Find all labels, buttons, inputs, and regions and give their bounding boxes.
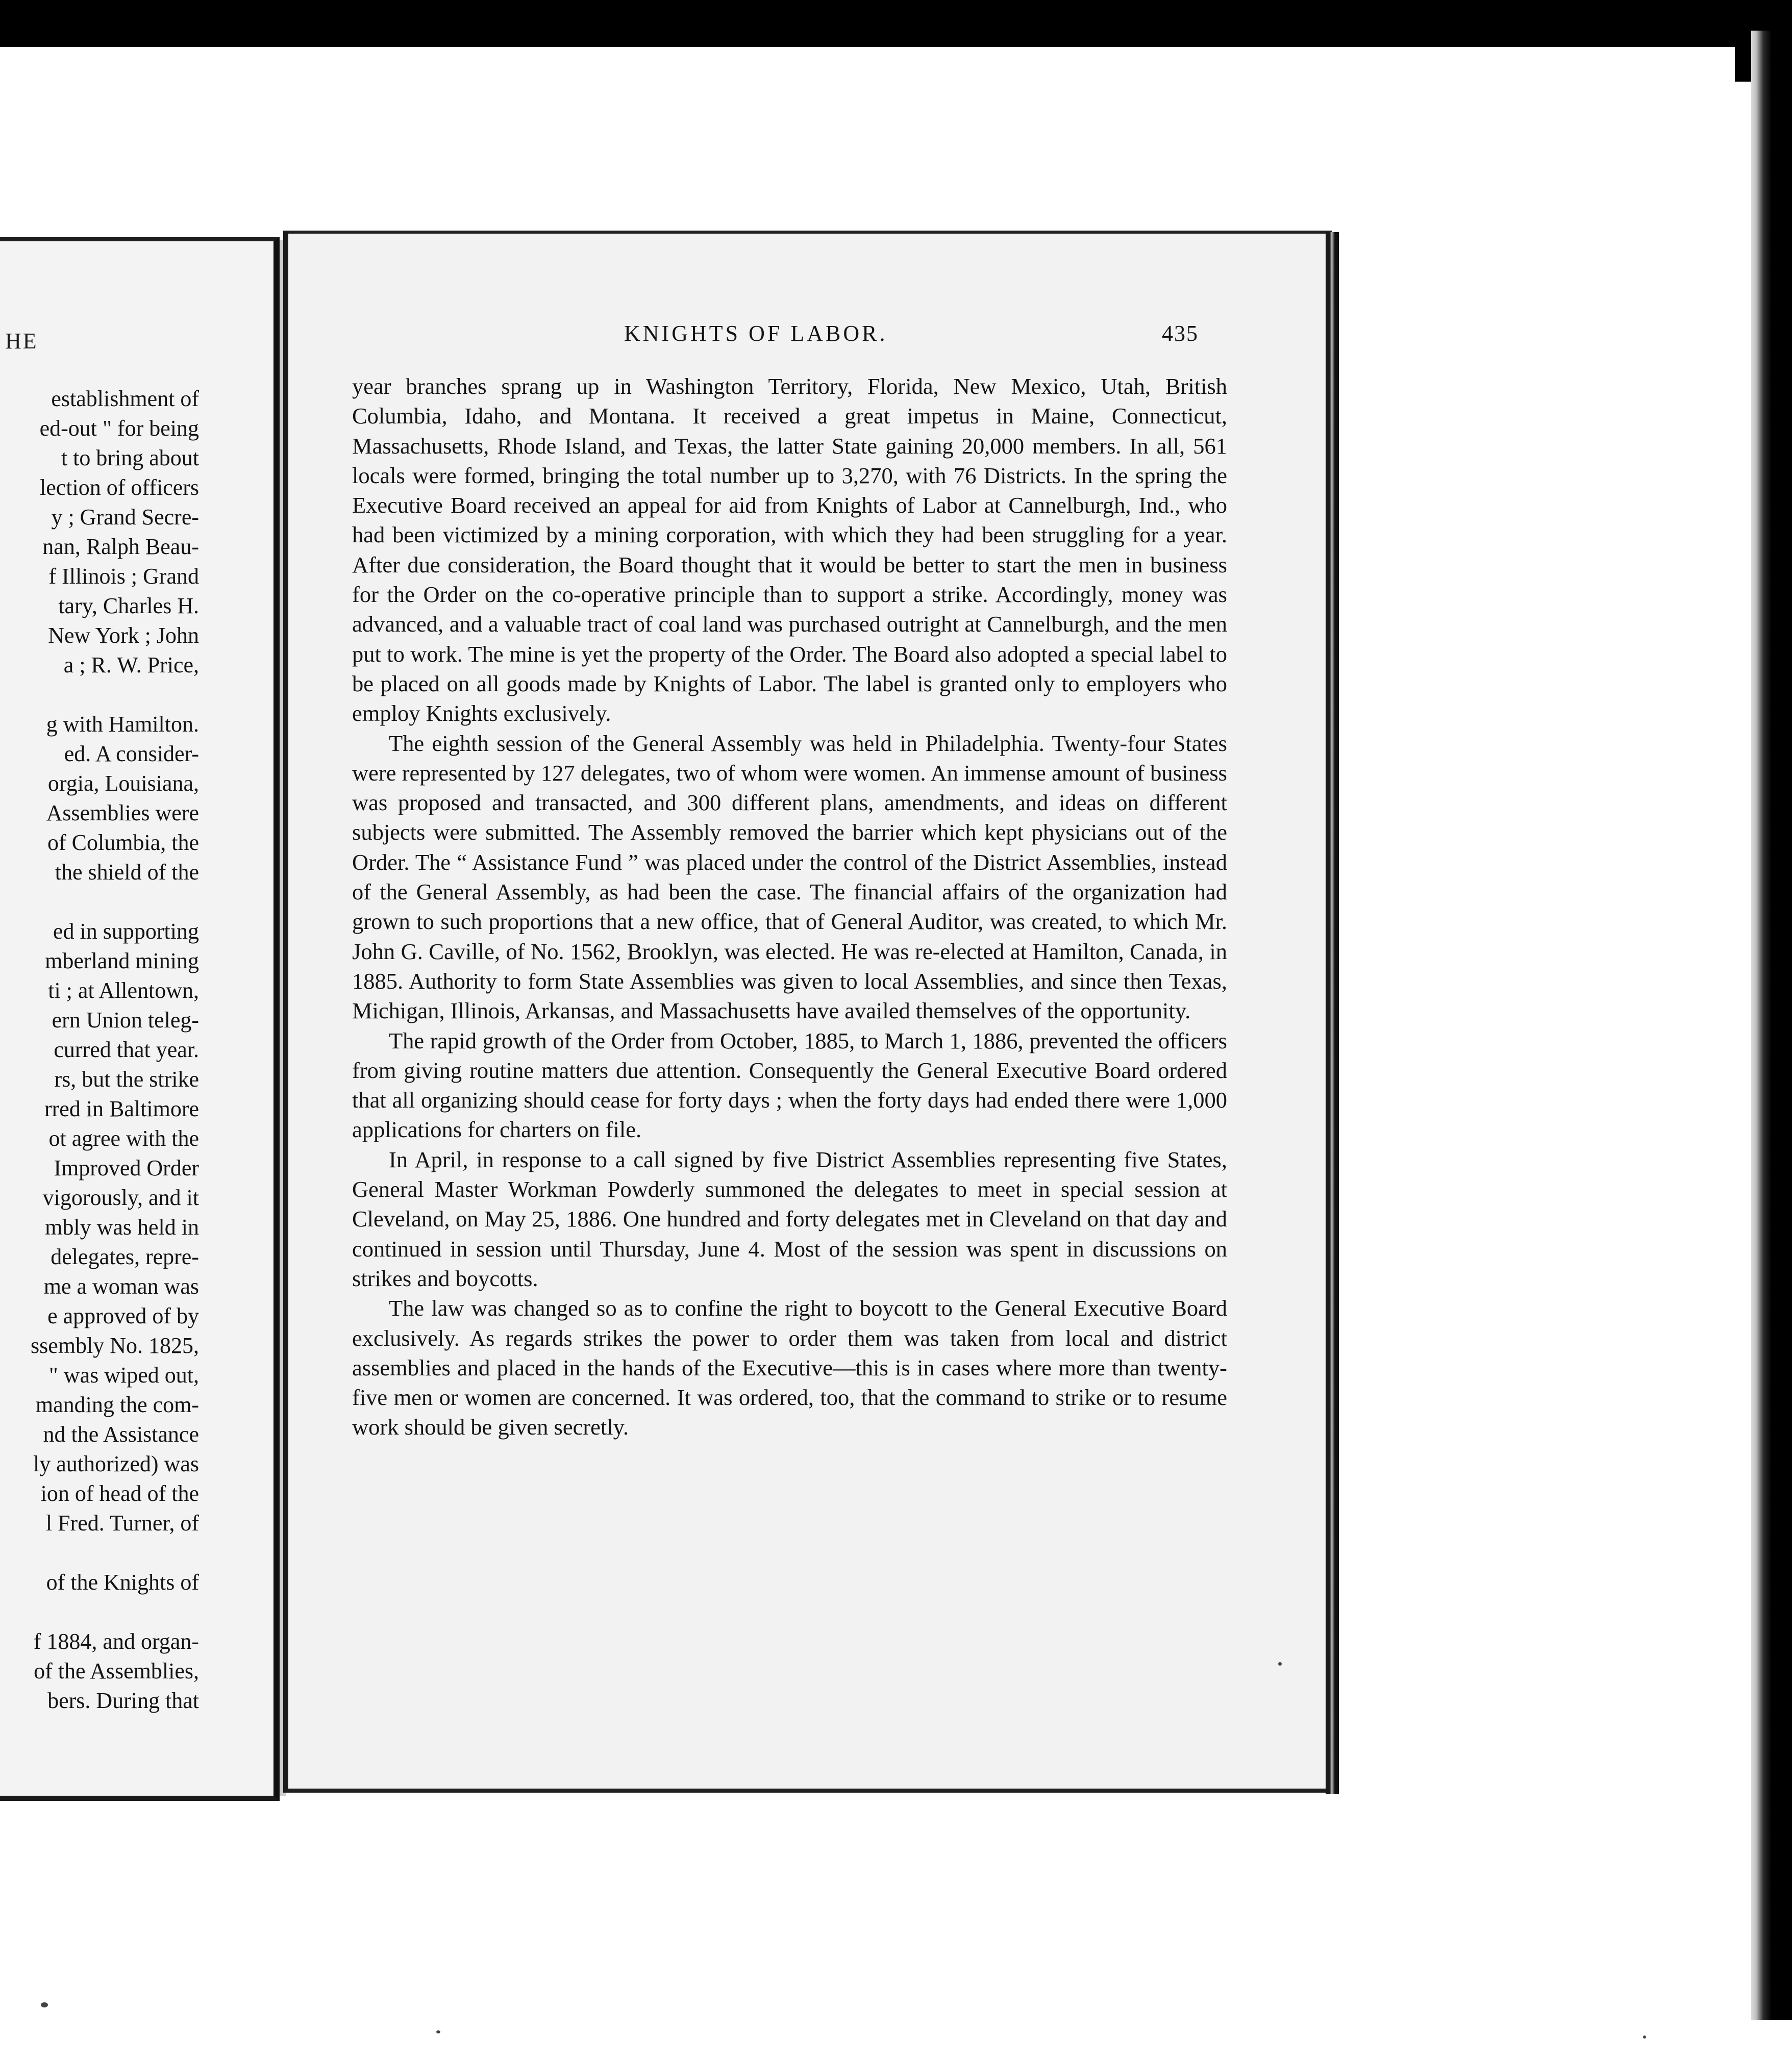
scan-right-edge: [1751, 31, 1792, 2020]
previous-page-line: " was wiped out,: [48, 1363, 199, 1388]
previous-page-line: curred that year.: [54, 1037, 199, 1062]
previous-page-line: f Illinois ; Grand: [48, 564, 199, 589]
previous-page-line: of the Knights of: [46, 1570, 199, 1595]
previous-page-line: nd the Assistance: [43, 1422, 199, 1447]
paragraph: In April, in response to a call signed by five District Assemblies representing five States, General Master Workman Powderly summoned the delegates to meet in special session at Cleveland, on May 25, 1886. One hundred and forty delegates met in Cleveland on that day and continued in session until Thursday, June 4. Most of the session was spent in discussions on strikes and boycotts.: [352, 1146, 1227, 1291]
previous-page-line: ti ; at Allentown,: [48, 978, 199, 1003]
previous-page-line: bers. During that: [47, 1688, 199, 1713]
previous-page-line: nan, Ralph Beau-: [42, 534, 199, 559]
previous-page-line: ed. A consider-: [64, 741, 199, 766]
scan-speck: [1278, 1662, 1282, 1666]
previous-page-line: y ; Grand Secre-: [51, 505, 199, 530]
previous-page-line: mberland mining: [45, 948, 199, 973]
previous-page-line: rs, but the strike: [54, 1067, 199, 1092]
page: [283, 231, 1332, 1793]
previous-page-line: mbly was held in: [45, 1215, 199, 1240]
previous-page-line: a ; R. W. Price,: [63, 652, 199, 677]
paragraph: The eighth session of the General Assembly was held in Philadelphia. Twenty-four States were represented by 127 delegates, two of whom were women. An immense amount of business was proposed and transacted, and 300 different plans, amendments, and ideas on different subjects were submitted. The Assembly removed the barrier which kept physicians out of the Order. The “ Assistance Fund ” was placed under the control of the District Assemblies, instead of the General Assembly, as had been the case. The financial affairs of the organization had grown to such proportions that a new office, that of General Auditor, was created, to which Mr. John G. Caville, of No. 1562, Brooklyn, was elected. He was re-elected at Hamilton, Canada, in 1885. Authority to form State Assemblies was given to local Assemblies, and since then Texas, Michigan, Illinois, Arkansas, and Massachusetts have availed themselves of the opportunity.: [352, 730, 1227, 1024]
previous-page-line: orgia, Louisiana,: [47, 771, 199, 796]
previous-page-line: ern Union teleg-: [52, 1008, 199, 1033]
previous-page: [0, 237, 280, 1801]
previous-page-line: delegates, repre-: [51, 1244, 199, 1269]
previous-page-line: me a woman was: [43, 1274, 199, 1299]
previous-page-line: ssembly No. 1825,: [31, 1333, 199, 1358]
running-title: KNIGHTS OF LABOR.: [624, 321, 888, 346]
previous-page-line: ed-out " for being: [39, 416, 199, 441]
previous-page-line: the shield of the: [55, 860, 199, 885]
previous-page-line: ot agree with the: [48, 1126, 199, 1151]
previous-page-line: of the Assemblies,: [34, 1658, 199, 1683]
scan-speck: [1643, 2035, 1646, 2039]
previous-page-running-head: HE: [5, 329, 38, 354]
previous-page-line: Assemblies were: [46, 800, 199, 825]
scan-top-edge: [0, 0, 1792, 47]
previous-page-line: establishment of: [51, 386, 199, 411]
previous-page-line: e approved of by: [47, 1303, 199, 1328]
paragraph: The law was changed so as to confine the right to boycott to the General Executive Board exclusively. As regards strikes the power to order them was taken from local and district assemblies and placed in the hands of the Executive—this is in cases where more than twenty-five men or women are concerned. It was ordered, too, that the command to strike or to resume work should be given secretly.: [352, 1295, 1227, 1440]
previous-page-line: l Fred. Turner, of: [45, 1511, 199, 1536]
paragraph: The rapid growth of the Order from October, 1885, to March 1, 1886, prevented the officers from giving routine matters due attention. Consequently the General Executive Board ordered that all organizing should cease for forty days ; when the forty days had ended there were 1,000 applications for charters on file.: [352, 1027, 1227, 1143]
previous-page-line: ion of head of the: [40, 1481, 199, 1506]
previous-page-line: lection of officers: [40, 475, 199, 500]
previous-page-line: ly authorized) was: [33, 1451, 199, 1476]
previous-page-line: vigorously, and it: [42, 1185, 199, 1210]
previous-page-line: ed in supporting: [53, 919, 199, 944]
previous-page-line: g with Hamilton.: [46, 712, 199, 737]
previous-page-line: New York ; John: [48, 623, 199, 648]
previous-page-line: manding the com-: [35, 1392, 199, 1417]
page-number: 435: [1162, 321, 1199, 346]
page-edge: [1326, 232, 1339, 1794]
paragraph: year branches sprang up in Washington Territory, Florida, New Mexico, Utah, British Columbia, Idaho, and Montana. It received a great impetus in Maine, Connecticut, Massachusetts, Rhode Island, and Texas, the latter State gaining 20,000 members. In all, 561 locals were formed, bringing the total number up to 3,270, with 76 Districts. In the spring the Executive Board received an appeal for aid from Knights of Labor at Cannelburgh, Ind., who had been victimized by a mining corporation, with which they had been struggling for a year. After due consideration, the Board thought that it would be better to start the men in business for the Order on the co-operative principle than to support a strike. Accordingly, money was advanced, and a valuable tract of coal land was purchased outright at Cannelburgh, and the men put to work. The mine is yet the property of the Order. The Board also adopted a special label to be placed on all goods made by Knights of Labor. The label is granted only to employers who employ Knights exclusively.: [352, 373, 1227, 726]
previous-page-line: t to bring about: [61, 445, 199, 470]
body-text: [352, 371, 1227, 1442]
previous-page-line: rred in Baltimore: [44, 1096, 199, 1121]
previous-page-line: tary, Charles H.: [58, 593, 199, 618]
previous-page-line: f 1884, and organ-: [33, 1629, 199, 1654]
scan-speck: [436, 2030, 440, 2033]
previous-page-line: Improved Order: [54, 1155, 199, 1180]
previous-page-line: of Columbia, the: [47, 830, 199, 855]
scan-speck: [41, 2002, 48, 2007]
